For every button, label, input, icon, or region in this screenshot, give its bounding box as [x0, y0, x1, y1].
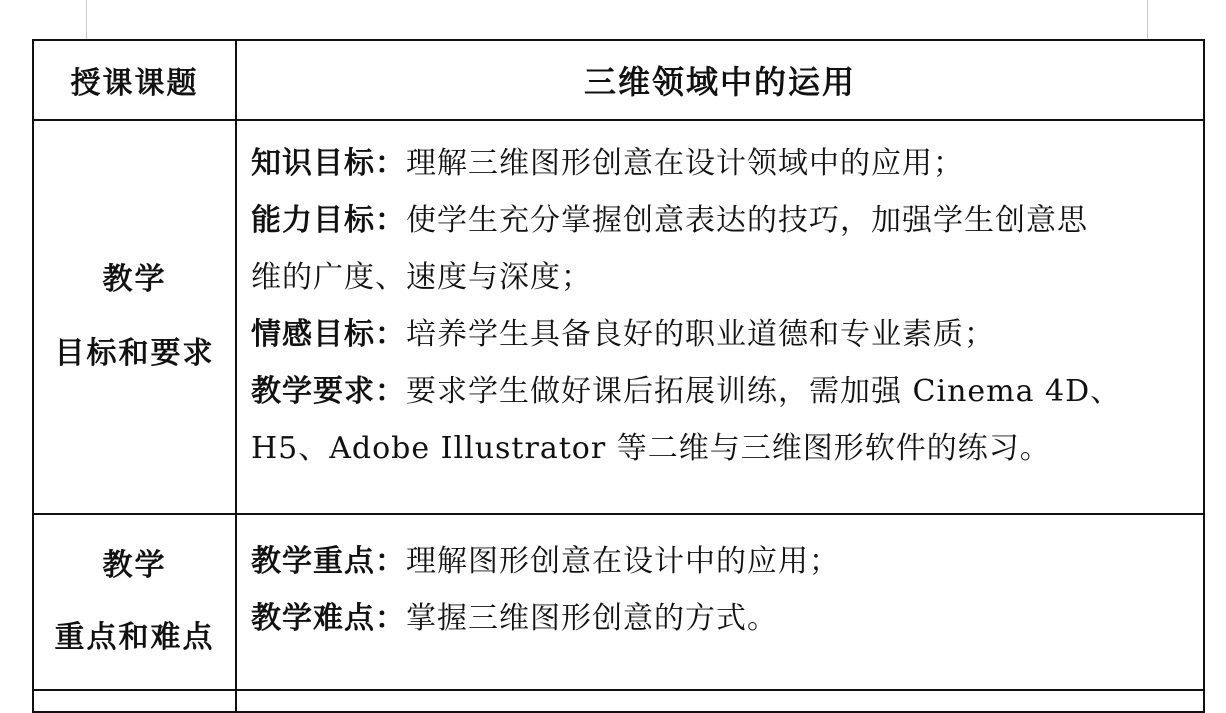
- knowledge-goal-text: 理解三维图形创意在设计领域中的应用；: [406, 146, 964, 181]
- teaching-focus-text: 理解图形创意在设计中的应用；: [406, 544, 840, 579]
- page-margin-mark-right: [1147, 0, 1148, 40]
- ability-goal-text: 使学生充分掌握创意表达的技巧，加强学生创意思: [406, 203, 1088, 238]
- ability-goal-continued: 维的广度、速度与深度；: [251, 260, 592, 295]
- keypoints-label-cell: [33, 514, 236, 690]
- lesson-plan-table: [32, 39, 1205, 713]
- teaching-requirement: [251, 363, 1195, 420]
- keypoints-label-line2: 重点和难点: [54, 620, 215, 655]
- goals-label-line1: 教学: [102, 262, 167, 297]
- keypoints-row: [33, 514, 1204, 690]
- teaching-requirement-text: 要求学生做好课后拓展训练，需加强 Cinema 4D、: [406, 374, 1122, 409]
- emotion-goal: [251, 306, 1195, 363]
- emotion-goal-text: 培养学生具备良好的职业道德和专业素质；: [406, 317, 995, 352]
- ability-goal: [251, 192, 1195, 249]
- knowledge-goal: [251, 135, 1195, 192]
- teaching-difficulty-text: 掌握三维图形创意的方式。: [406, 601, 778, 636]
- teaching-difficulty: [251, 590, 1195, 647]
- teaching-focus-label: 教学重点：: [251, 544, 406, 579]
- teaching-focus: [251, 533, 1195, 590]
- page-margin-mark-left: [86, 0, 87, 40]
- next-row-right-cell: [236, 690, 1204, 712]
- next-row: [33, 690, 1204, 712]
- keypoints-content-cell: [236, 514, 1204, 690]
- next-row-left-cell: [33, 690, 236, 712]
- teaching-requirement-label: 教学要求：: [251, 374, 406, 409]
- topic-label: 授课课题: [70, 66, 199, 101]
- goals-row: [33, 120, 1204, 514]
- ability-goal-label: 能力目标：: [251, 203, 406, 238]
- teaching-difficulty-label: 教学难点：: [251, 601, 406, 636]
- topic-row: [33, 40, 1204, 120]
- goals-label-cell: [33, 120, 236, 514]
- topic-label-cell: [33, 40, 236, 120]
- goals-content-cell: [236, 120, 1204, 514]
- topic-value-cell: [236, 40, 1204, 120]
- emotion-goal-label: 情感目标：: [251, 317, 406, 352]
- goals-label-line2: 目标和要求: [54, 336, 215, 371]
- knowledge-goal-label: 知识目标：: [251, 146, 406, 181]
- topic-title: 三维领域中的运用: [583, 63, 856, 101]
- teaching-requirement-continued: H5、Adobe Illustrator 等二维与三维图形软件的练习。: [251, 431, 1051, 466]
- keypoints-label-line1: 教学: [102, 548, 167, 583]
